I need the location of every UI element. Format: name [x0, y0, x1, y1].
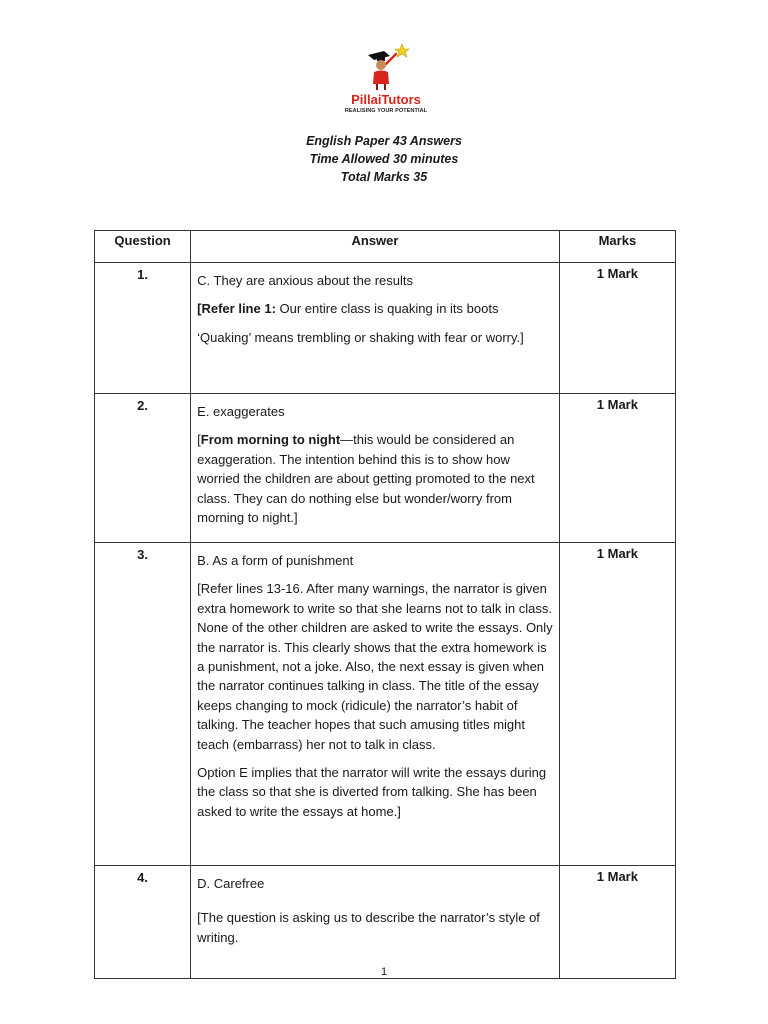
graduate-mascot-icon: [356, 42, 416, 92]
answer-cell: [191, 394, 560, 543]
question-number: 2.: [95, 394, 191, 543]
answer-explanation: Option E implies that the narrator will write the essays during the class so that she is diverted from talking. She has been asked to write the essays at home.]: [197, 765, 547, 819]
answer-explanation: [The question is asking us to describe the narrator’s style of writing.: [197, 910, 540, 945]
header-marks: Marks: [559, 231, 675, 263]
table-row: [95, 263, 676, 394]
logo-tagline: REALISING YOUR POTENTIAL: [344, 108, 428, 114]
table-row: [95, 394, 676, 543]
answer-table: [94, 230, 676, 979]
question-number: 3.: [95, 543, 191, 866]
answer-choice: C. They are anxious about the results: [197, 273, 413, 288]
marks-cell: 1 Mark: [559, 263, 675, 394]
paper-heading: [0, 132, 768, 186]
page-number: 1: [380, 966, 388, 978]
time-allowed: Time Allowed 30 minutes: [309, 152, 459, 166]
answer-explanation: ‘Quaking’ means trembling or shaking with fear or worry.]: [197, 329, 524, 345]
table-header-row: [95, 231, 676, 263]
answer-choice: E. exaggerates: [197, 404, 285, 419]
table-row: [95, 543, 676, 866]
question-number: 1.: [95, 263, 191, 394]
logo: [328, 42, 444, 118]
answer-explanation: [Refer line 1: Our entire class is quaking in its boots: [197, 301, 499, 317]
logo-name: PillaiTutors: [351, 92, 421, 107]
total-marks: Total Marks 35: [340, 170, 428, 184]
marks-cell: 1 Mark: [559, 543, 675, 866]
answer-choice: D. Carefree: [197, 876, 265, 891]
marks-cell: 1 Mark: [559, 394, 675, 543]
answer-cell: [191, 866, 560, 979]
answer-cell: [191, 543, 560, 866]
answer-cell: [191, 263, 560, 394]
answer-explanation: [Refer lines 13-16. After many warnings, the narrator is given extra homework to write so that she learns not to talk in class. None of the other children are asked to write the essays. Only the narrator is. This clearly shows that the extra homework is a punishment, not a joke. Also, the next essay is given when the narrator continues talking in class. The title of the essay keeps changing to mock (ridicule) the narrator’s habit of talking. The teacher hopes that such amusing titles might teach (embarrass) her not to talk in class.: [197, 581, 553, 752]
header-question: Question: [95, 231, 191, 263]
answer-explanation: [From morning to night—this would be considered an exaggeration. The intention behind this is to show how worried the children are about getting promoted to the next class. They can do nothing else but wonder/worry from morning to night.]: [197, 432, 535, 526]
answer-choice: B. As a form of punishment: [197, 553, 354, 568]
paper-title: English Paper 43 Answers: [306, 134, 462, 148]
marks-cell: 1 Mark: [559, 866, 675, 979]
table-row: [95, 866, 676, 979]
header-answer: Answer: [191, 231, 560, 263]
question-number: 4.: [95, 866, 191, 979]
